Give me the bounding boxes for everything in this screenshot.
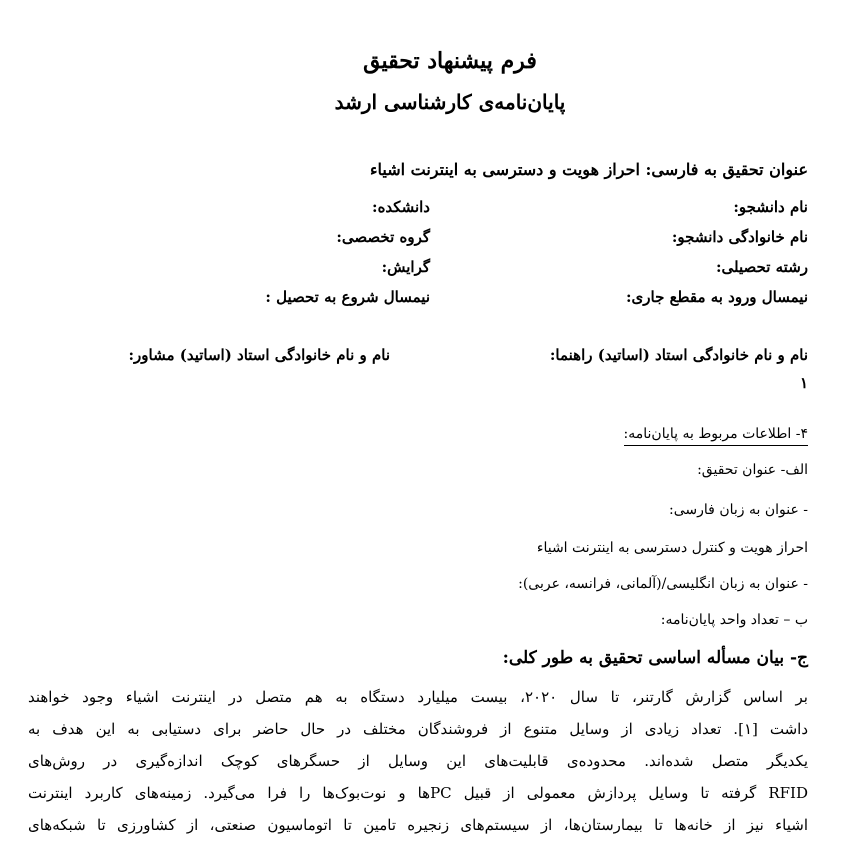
department-label: گروه تخصصی: [336, 228, 430, 246]
paragraph-line: یکدیگر متصل شده‌اند. محدوده‌ی قابلیت‌های این وسایل از حسگرهای کوچک اندازه‌گیری در روش‌های [28, 752, 808, 770]
section-c-heading: ج- بیان مسأله اساسی تحقیق به طور کلی: [502, 648, 808, 668]
paragraph-line: بر اساس گزارش گارتنر، تا سال ۲۰۲۰، بیست میلیارد دستگاه به هم متصل در اینترنت اشیاء وجود خواهند [28, 688, 808, 706]
en-title-label: - عنوان به زبان انگلیسی/(آلمانی، فرانسه، عربی): [518, 576, 808, 592]
start-semester-label: نیمسال شروع به تحصیل : [265, 288, 430, 306]
section-a-title: الف- عنوان تحقیق: [697, 462, 808, 478]
paragraph-line: اشیاء نیز از خانه‌ها تا بیمارستان‌ها، از سیستم‌های زنجیره تامین تا اتوماسیون صنعتی، از کشاورزی تا شبکه‌های [28, 816, 808, 834]
research-topic: عنوان تحقیق به فارسی: احراز هویت و دسترسی به اینترنت اشیاء [369, 160, 808, 179]
supervisor-label: نام و نام خانوادگی استاد (اساتید) راهنما: [549, 346, 808, 364]
form-subtitle: پایان‌نامه‌ی کارشناسی ارشد [334, 90, 566, 114]
section-b-units: ب – تعداد واحد پایان‌نامه: [660, 612, 808, 628]
supervisor-index: ۱ [799, 374, 808, 392]
form-title: فرم پیشنهاد تحقیق [363, 48, 537, 74]
entry-semester-label: نیمسال ورود به مقطع جاری: [625, 288, 808, 306]
faculty-label: دانشکده: [372, 198, 430, 216]
advisor-label: نام و نام خانوادگی استاد (اساتید) مشاور: [128, 346, 390, 364]
paragraph-line: RFID گرفته تا وسایل پردازش معمولی از قبیل PCها و نوت‌بوک‌ها را فرا می‌گیرد. زمینه‌های کاربرد اینترنت [28, 784, 809, 802]
fa-title-label: - عنوان به زبان فارسی: [669, 502, 808, 518]
fa-title-value: احراز هویت و کنترل دسترسی به اینترنت اشیاء [536, 540, 808, 556]
specialization-label: گرایش: [381, 258, 430, 276]
problem-statement-paragraph [28, 681, 808, 841]
section4-heading: ۴- اطلاعات مربوط به پایان‌نامه: [624, 426, 808, 446]
student-family-label: نام خانوادگی دانشجو: [671, 228, 808, 246]
student-name-label: نام دانشجو: [733, 198, 808, 216]
field-of-study-label: رشته تحصیلی: [716, 258, 808, 276]
paragraph-line: داشت [۱]. تعداد زیادی از وسایل متنوع از فروشندگان مختلف در حال حاضر برای دستیابی به این هدف به [28, 720, 809, 738]
